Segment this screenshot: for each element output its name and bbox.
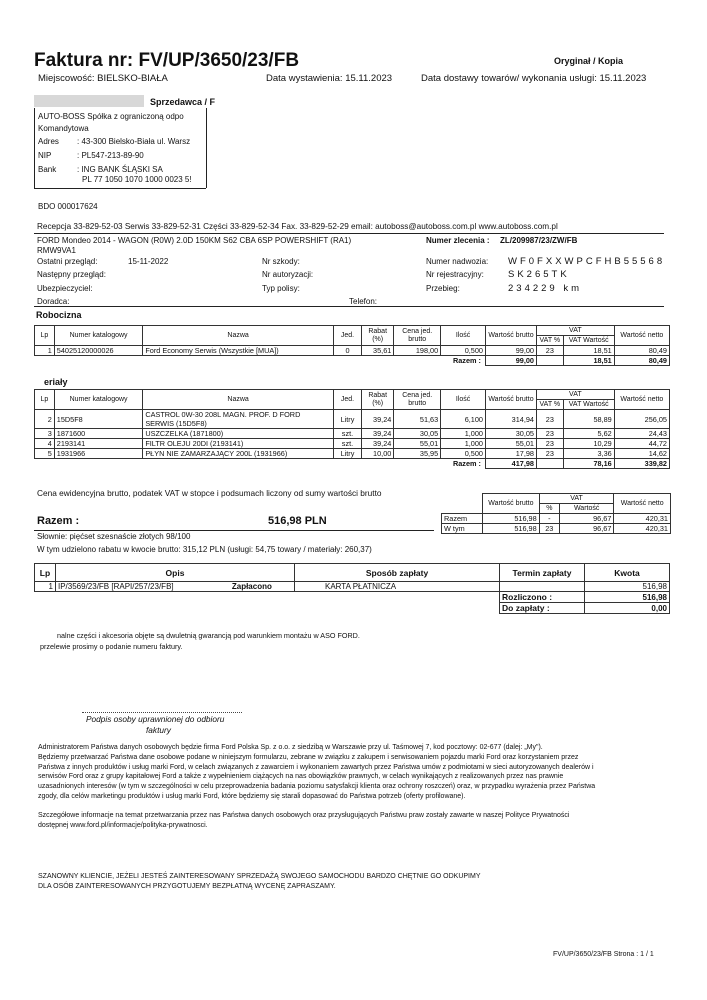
cell-unit: 0 bbox=[333, 346, 361, 356]
payment-header-row bbox=[35, 564, 670, 582]
materials-row bbox=[35, 449, 670, 459]
privacy-policy-paragraph: Szczegółowe informacje na temat przetwarzania przez nas Państwa danych osobowych oraz przysługujących Państwu praw zostały zawarte w naszej Polityce Prywatności dostępnej www.ford.pl/informacje/polityka-prywatnosci. bbox=[38, 812, 570, 829]
nip-value: : PL547-213-89-90 bbox=[77, 151, 144, 160]
cell-price: 35,95 bbox=[394, 449, 441, 459]
materials-header-row bbox=[35, 390, 670, 400]
bdo-number: BDO 000017624 bbox=[38, 202, 98, 211]
order-label: Numer zlecenia : bbox=[426, 236, 490, 245]
cell-lp: 3 bbox=[35, 429, 55, 439]
cell-vat-value: 96,67 bbox=[559, 514, 613, 524]
address-value: : 43-300 Bielsko-Biała ul. Warsz bbox=[77, 137, 191, 146]
col-vat-value: VAT Wartość bbox=[563, 400, 614, 410]
materials-sum-net: 339,82 bbox=[614, 459, 669, 469]
advisor-label: Doradca: bbox=[37, 297, 70, 306]
col-unit-price: Cena jed. brutto bbox=[394, 326, 441, 346]
settled-value: 516,98 bbox=[585, 592, 670, 603]
cell-lp: 5 bbox=[35, 449, 55, 459]
payment-row bbox=[35, 582, 670, 592]
cell-unit: Litry bbox=[333, 449, 361, 459]
bank-label: Bank bbox=[38, 165, 57, 174]
cell-vat-rate: 23 bbox=[536, 346, 563, 356]
cell-net: 256,05 bbox=[614, 410, 669, 429]
cell-vat-rate: 23 bbox=[536, 449, 563, 459]
cell-lp: 4 bbox=[35, 439, 55, 449]
labour-row bbox=[35, 346, 670, 356]
cell-net: 24,43 bbox=[614, 429, 669, 439]
col-unit: Jed. bbox=[333, 326, 361, 346]
cell-discount: 39,24 bbox=[362, 410, 394, 429]
cell-vat-value: 96,67 bbox=[559, 524, 613, 534]
col-unit: Jed. bbox=[333, 390, 361, 410]
materials-sum-vat: 78,16 bbox=[563, 459, 614, 469]
cell-name: USZCZELKA (1871800) bbox=[143, 429, 334, 439]
total-underline bbox=[34, 530, 434, 531]
discount-summary: W tym udzielono rabatu w kwocie brutto: 315,12 PLN (usługi: 54,75 towary / materiały: 260,37) bbox=[37, 545, 372, 554]
col-catalog: Numer katalogowy bbox=[54, 390, 143, 410]
settled-label: Rozliczono : bbox=[500, 592, 585, 603]
vat-summary-corner bbox=[442, 494, 483, 514]
registration-label: Nr rejestracyjny: bbox=[426, 270, 484, 279]
col-qty: Ilość bbox=[441, 390, 486, 410]
order-value: ZL/209987/23/ZW/FB bbox=[500, 236, 578, 245]
seller-border-bottom bbox=[34, 188, 206, 189]
materials-sum-row bbox=[35, 459, 670, 469]
row-label: W tym bbox=[442, 524, 483, 534]
signature-caption: Podpis osoby uprawnionej do odbioru bbox=[86, 714, 225, 724]
col-net: Wartość netto bbox=[614, 390, 669, 410]
cell-lp: 1 bbox=[35, 582, 56, 592]
closing-line-2: DLA OSÓB ZAINTERESOWANYCH PRZYGOTUJEMY BEZPŁATNĄ WYCENĘ ZAPRASZAMY. bbox=[38, 883, 336, 890]
cell-qty: 1,000 bbox=[441, 429, 486, 439]
cell-net: 44,72 bbox=[614, 439, 669, 449]
cell-name: Ford Economy Serwis (Wszystkie [MUA]) bbox=[143, 346, 334, 356]
col-due-date: Termin zapłaty bbox=[500, 564, 585, 582]
labour-section-title: Robocizna bbox=[36, 310, 82, 320]
contact-line: Recepcja 33-829-52-03 Serwis 33-829-52-31 Części 33-829-52-34 Fax. 33-829-52-29 email: autoboss@autoboss.com.pl www.autoboss.com.pl bbox=[37, 222, 558, 231]
materials-sum-gross: 417,98 bbox=[485, 459, 536, 469]
col-gross: Wartość brutto bbox=[483, 494, 540, 514]
total-value: 516,98 PLN bbox=[268, 515, 327, 527]
col-discount: Rabat (%) bbox=[362, 326, 394, 346]
place: Miejscowość: BIELSKO-BIAŁA bbox=[38, 73, 168, 84]
mileage-value: 234229 km bbox=[508, 283, 583, 294]
cell-unit: szt. bbox=[333, 429, 361, 439]
damage-label: Nr szkody: bbox=[262, 257, 300, 266]
cell-discount: 39,24 bbox=[362, 429, 394, 439]
settled-row bbox=[35, 592, 670, 603]
materials-row bbox=[35, 410, 670, 429]
contact-divider bbox=[34, 233, 664, 234]
col-description: Opis bbox=[56, 564, 295, 582]
seller-name-cont: Komandytowa bbox=[38, 124, 89, 133]
labour-sum-gross: 99,00 bbox=[485, 356, 536, 366]
cell-unit: szt. bbox=[333, 439, 361, 449]
cell-catalog: 1931966 bbox=[54, 449, 143, 459]
cell-vat-value: 10,29 bbox=[563, 439, 614, 449]
invoice-title: Faktura nr: FV/UP/3650/23/FB bbox=[34, 50, 300, 71]
nip-label: NIP bbox=[38, 151, 52, 160]
amount-in-words: Słownie: pięćset szesnaście złotych 98/100 bbox=[37, 532, 191, 541]
cell-net: 80,49 bbox=[614, 346, 669, 356]
price-note: Cena ewidencyjna brutto, podatek VAT w stopce i podsumach liczony od sumy wartości brutto bbox=[37, 488, 382, 498]
col-vat-group: VAT bbox=[536, 326, 614, 336]
cell-gross: 17,98 bbox=[485, 449, 536, 459]
col-name: Nazwa bbox=[143, 326, 334, 346]
labour-sum-label: Razem : bbox=[452, 356, 481, 366]
vin-label: Numer nadwozia: bbox=[426, 257, 489, 266]
cell-vat-rate: 23 bbox=[536, 439, 563, 449]
cell-due-date bbox=[500, 582, 585, 592]
cell-discount: 39,24 bbox=[362, 439, 394, 449]
cell-price: 198,00 bbox=[394, 346, 441, 356]
cell-vat-value: 58,89 bbox=[563, 410, 614, 429]
labour-header-row bbox=[35, 326, 670, 336]
cell-amount: 516,98 bbox=[585, 582, 670, 592]
phone-label: Telefon: bbox=[349, 297, 378, 306]
address-label: Adres bbox=[38, 137, 59, 146]
signature-line bbox=[82, 712, 242, 713]
seller-heading: Sprzedawca / F bbox=[150, 97, 216, 107]
seller-shade bbox=[34, 95, 144, 107]
issue-date: Data wystawienia: 15.11.2023 bbox=[266, 73, 393, 84]
last-inspection-label: Ostatni przegląd: bbox=[37, 257, 98, 266]
col-net: Wartość netto bbox=[614, 494, 671, 514]
cell-price: 55,01 bbox=[394, 439, 441, 449]
seller-border-left bbox=[34, 108, 35, 188]
cell-qty: 0,500 bbox=[441, 449, 486, 459]
col-vat-group: VAT bbox=[536, 390, 614, 400]
materials-row bbox=[35, 439, 670, 449]
vehicle-model-code: RMW9VA1 bbox=[37, 246, 76, 255]
vehicle-model: FORD Mondeo 2014 - WAGON (R0W) 2.0D 150KM S62 CBA 6SP POWERSHIFT (RA1) bbox=[37, 236, 352, 245]
labour-sum-net: 80,49 bbox=[614, 356, 669, 366]
cell-net: 14,62 bbox=[614, 449, 669, 459]
signature-caption-cont: faktury bbox=[146, 725, 171, 735]
cell-discount: 35,61 bbox=[362, 346, 394, 356]
cell-catalog: 54025120000026 bbox=[54, 346, 143, 356]
cell-net: 420,31 bbox=[614, 524, 671, 534]
col-vat-rate: VAT % bbox=[536, 400, 563, 410]
cell-lp: 1 bbox=[35, 346, 55, 356]
insurer-label: Ubezpieczyciel: bbox=[37, 284, 93, 293]
col-catalog: Numer katalogowy bbox=[54, 326, 143, 346]
cell-price: 51,63 bbox=[394, 410, 441, 429]
cell-qty: 0,500 bbox=[441, 346, 486, 356]
cell-name: PŁYN NIE ZAMARZAJĄCY 200L (1931966) bbox=[143, 449, 334, 459]
cell-vat-rate: 23 bbox=[536, 410, 563, 429]
copy-label: Oryginał / Kopia bbox=[554, 56, 624, 66]
cell-vat-value: 18,51 bbox=[563, 346, 614, 356]
cell-qty: 1,000 bbox=[441, 439, 486, 449]
vat-summary-row bbox=[442, 524, 671, 534]
due-value: 0,00 bbox=[585, 603, 670, 614]
registration-value: SK265TK bbox=[508, 269, 570, 280]
col-vat-value: Wartość bbox=[559, 504, 613, 514]
materials-row bbox=[35, 429, 670, 439]
cell-gross: 99,00 bbox=[485, 346, 536, 356]
col-payment-method: Sposób zapłaty bbox=[295, 564, 500, 582]
col-vat-value: VAT Wartość bbox=[563, 336, 614, 346]
cell-vat-rate: - bbox=[539, 514, 559, 524]
closing-line-1: SZANOWNY KLIENCIE, JEŻELI JESTEŚ ZAINTERESOWANY SPRZEDAŻĄ SWOJEGO SAMOCHODU BARDZO CHĘTNIE GO ODKUPIMY bbox=[38, 873, 481, 880]
col-gross: Wartość brutto bbox=[485, 326, 536, 346]
authorization-label: Nr autoryzacji: bbox=[262, 270, 314, 279]
cell-name: FILTR OLEJU 20DI (2193141) bbox=[143, 439, 334, 449]
col-unit-price: Cena jed. brutto bbox=[394, 390, 441, 410]
bank-name: : ING BANK ŚLĄSKI SA bbox=[77, 165, 163, 174]
seller-name: AUTO-BOSS Spółka z ograniczoną odpo bbox=[38, 112, 184, 121]
cell-gross: 314,94 bbox=[485, 410, 536, 429]
col-vat-group: VAT bbox=[539, 494, 614, 504]
due-label: Do zapłaty : bbox=[500, 603, 585, 614]
row-label: Razem bbox=[442, 514, 483, 524]
total-label: Razem : bbox=[37, 515, 80, 527]
cell-gross: 516,98 bbox=[483, 514, 540, 524]
cell-vat-rate: 23 bbox=[536, 429, 563, 439]
col-lp: Lp bbox=[35, 564, 56, 582]
vat-summary-table bbox=[441, 493, 671, 534]
materials-table bbox=[34, 389, 670, 469]
cell-lp: 2 bbox=[35, 410, 55, 429]
col-name: Nazwa bbox=[143, 390, 334, 410]
cell-paid-status: Zapłacono bbox=[230, 582, 295, 592]
vin-value: WF0FXXWPCFHB55568 bbox=[508, 256, 666, 267]
transfer-note: przelewie prosimy o podanie numeru faktury. bbox=[40, 642, 183, 651]
cell-net: 420,31 bbox=[614, 514, 671, 524]
cell-discount: 10,00 bbox=[362, 449, 394, 459]
vat-summary-row bbox=[442, 514, 671, 524]
seller-border-right bbox=[206, 108, 207, 188]
col-discount: Rabat (%) bbox=[362, 390, 394, 410]
warranty-note: nalne części i akcesoria objęte są dwuletnią gwarancją pod warunkiem montażu w ASO FORD. bbox=[57, 631, 360, 640]
cell-payment-method: KARTA PŁATNICZA bbox=[295, 582, 500, 592]
cell-catalog: 15D5F8 bbox=[54, 410, 143, 429]
page-footer: FV/UP/3650/23/FB Strona : 1 / 1 bbox=[553, 951, 654, 958]
materials-sum-label: Razem : bbox=[452, 459, 481, 469]
labour-sum-vat: 18,51 bbox=[563, 356, 614, 366]
cell-vat-value: 5,62 bbox=[563, 429, 614, 439]
due-row bbox=[35, 603, 670, 614]
cell-qty: 6,100 bbox=[441, 410, 486, 429]
cell-catalog: 2193141 bbox=[54, 439, 143, 449]
col-vat-rate: % bbox=[539, 504, 559, 514]
labour-table bbox=[34, 325, 670, 366]
col-amount: Kwota bbox=[585, 564, 670, 582]
bank-account: PL 77 1050 1070 1000 0023 5! bbox=[82, 175, 192, 184]
col-lp: Lp bbox=[35, 326, 55, 346]
vehicle-divider bbox=[34, 306, 664, 307]
cell-name: CASTROL 0W-30 208L MAGN. PROF. D FORD SERWIS (15D5F8) bbox=[143, 410, 334, 429]
labour-sum-row bbox=[35, 356, 670, 366]
delivery-date: Data dostawy towarów/ wykonania usługi: 15.11.2023 bbox=[421, 73, 647, 84]
col-gross: Wartość brutto bbox=[485, 390, 536, 410]
cell-vat-value: 3,36 bbox=[563, 449, 614, 459]
cell-price: 30,05 bbox=[394, 429, 441, 439]
materials-section-title: eriały bbox=[44, 377, 68, 387]
payment-table bbox=[34, 563, 670, 614]
col-net: Wartość netto bbox=[614, 326, 669, 346]
privacy-paragraph: Administratorem Państwa danych osobowych będzie firma Ford Polska Sp. z o.o. z siedzibą w Warszawie przy ul. Taśmowej 7, kod pocztowy: 02-677 (dalej: „My"). Będziemy przetwarzać Państwa dane osobowe podane w niniejszym formularzu, zebrane w związku z zakupem i serwisowaniem pojazdu marki Ford oraz korzystaniem przez Państwa z innych produktów i usług marki Ford, w celach związanych z zawarciem i wykonaniem zawartych przez Państwa umów z podmiotami w sieci autoryzowanych dealerów i serwisów Ford oraz z grupy kapitałowej Ford a także z wypełnieniem ciążących na nas obowiązków prawnych, w celach wynikających z realizowanych przez nas prawnie uzasadnionych interesów (w tym w szczególności w celu przeprowadzenia badania poziomu satysfakcji klienta oraz ochrony roszczeń) oraz, w przypadku wyrażenia przez Państwa zgody, dla celów marketingu produktów i usług marki Ford, które będziemy się starali dopasować do Państwa potrzeb (oferty profilowane). bbox=[38, 744, 596, 800]
cell-catalog: 1871600 bbox=[54, 429, 143, 439]
mileage-label: Przebieg: bbox=[426, 284, 460, 293]
col-lp: Lp bbox=[35, 390, 55, 410]
col-vat-rate: VAT % bbox=[536, 336, 563, 346]
cell-gross: 30,05 bbox=[485, 429, 536, 439]
cell-description: IP/3569/23/FB [RAPI/257/23/FB] bbox=[56, 582, 230, 592]
cell-unit: Litry bbox=[333, 410, 361, 429]
col-qty: Ilość bbox=[441, 326, 486, 346]
policy-label: Typ polisy: bbox=[262, 284, 300, 293]
last-inspection-value: 15-11-2022 bbox=[128, 257, 169, 266]
next-inspection-label: Następny przegląd: bbox=[37, 270, 106, 279]
cell-gross: 516,98 bbox=[483, 524, 540, 534]
cell-gross: 55,01 bbox=[485, 439, 536, 449]
cell-vat-rate: 23 bbox=[539, 524, 559, 534]
